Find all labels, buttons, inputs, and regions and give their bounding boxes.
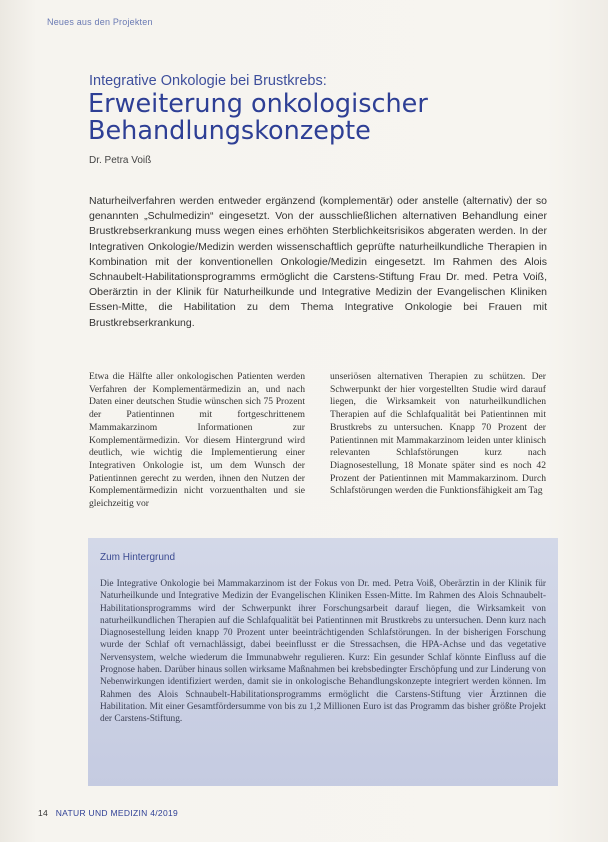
body-column-left: Etwa die Hälfte aller onkologischen Patienten werden Verfahren der Komplementärmedizin an, und nach Daten einer deutschen Studie wünschen sich 75 Prozent der Patientinnen mit fortgeschrittenem Mammakarzinom Informationen zur Komplementärmedizin. Vor diesem Hintergrund wird deutlich, wie wichtig die Implementierung einer Integrativen Onkologie ist, um dem Wunsch der Patientinnen gerecht zu werden, ihnen den Nutzen der Komplementärmedizin nicht vorzuenthalten und sie gleichzeitig vor — [89, 371, 305, 510]
page-number: 14 — [38, 808, 49, 818]
background-box-text: Die Integrative Onkologie bei Mammakarzinom ist der Fokus von Dr. med. Petra Voiß, Oberärztin in der Klinik für Naturheilkunde und Integrative Medizin der Evangelischen Kliniken Essen-Mitte. Im Rahmen des Alois Schnaubelt-Habilitationsprogramms wird der Schwerpunkt ihrer Forschungsarbeit darauf liegen, die Wirksamkeit von naturheilkundlichen Therapien auf die Schlafqualität bei Patientinnen mit Brustkrebs zu untersuchen. Denn kurz nach Diagnosestellung leiden knapp 70 Prozent unter beeinträchtigenden Schlafstörungen. In der bisherigen Forschung wurde der Schlaf oft vernachlässigt, dabei beeinflusst er die Stressachsen, die HPA-Achse und das vegetative Nervensystem, welche wiederum die Immunabwehr regulieren. Kurz: Ein gesunder Schlaf könnte Einfluss auf die Prognose haben. Darüber hinaus sollen wirksame Maßnahmen bei krebsbedingter Erschöpfung und zur Linderung von Nebenwirkungen identifiziert werden, damit sie in onkologische Behandlungskonzepte integriert werden können. Im Rahmen des Alois Schnaubelt-Habilitationsprogramms ermöglicht die Carstens-Stiftung vier Ärztinnen die Habilitation. Mit einer Gesamtfördersumme von bis zu 1,2 Millionen Euro ist das Programm das bisher größte Projekt der Carstens-Stiftung. — [100, 579, 546, 725]
publication-name: NATUR UND MEDIZIN 4/2019 — [55, 808, 179, 818]
body-column-right: unseriösen alternativen Therapien zu schützen. Der Schwerpunkt der hier vorgestellten Studie wird darauf liegen, die Wirksamkeit von naturheilkundlichen Therapien auf die Schlafqualität bei Patientinnen mit Brustkrebs zu untersuchen. Knapp 70 Prozent der Patientinnen mit Mammakarzinom leiden unter klinisch relevanten Schlafstörungen kurz nach Diagnosestellung, 18 Monate später sind es noch 42 Prozent der Patientinnen mit Mammakarzinom. Durch Schlafstörungen werden die Funktionsfähigkeit am Tag — [330, 371, 546, 497]
article-author: Dr. Petra Voiß — [89, 155, 152, 166]
article-kicker: Integrative Onkologie bei Brustkrebs: — [89, 73, 327, 89]
section-label: Neues aus den Projekten — [47, 17, 153, 27]
article-lead: Naturheilverfahren werden entweder ergänzend (komplementär) oder anstelle (alternativ) der so genannten „Schulmedizin“ eingesetzt. Von der ausschließlichen alternativen Behandlung einer Brustkrebserkrankung muss wegen eines erhöhten Sterblichkeitsrisikos abgeraten werden. In der Integrativen Onkologie/Medizin werden wissenschaftlich geprüfte naturheilkundliche Therapien in Kombination mit der konventionellen Onkologie/Medizin eingesetzt. Im Rahmen des Alois Schnaubelt-Habilitationsprogramms ermöglicht die Carstens-Stiftung Frau Dr. med. Petra Voiß, Oberärztin in der Klinik für Naturheilkunde und Integrative Medizin der Evangelischen Kliniken Essen-Mitte, die Habilitation zu dem Thema Integrative Onkologie bei Frauen mit Brustkrebserkrankung. — [89, 195, 547, 329]
page-footer — [38, 808, 178, 818]
article-title: Erweiterung onkologischer Behandlungskonzepte — [88, 89, 428, 146]
background-info-box — [88, 538, 558, 786]
background-box-heading: Zum Hintergrund — [100, 552, 176, 563]
